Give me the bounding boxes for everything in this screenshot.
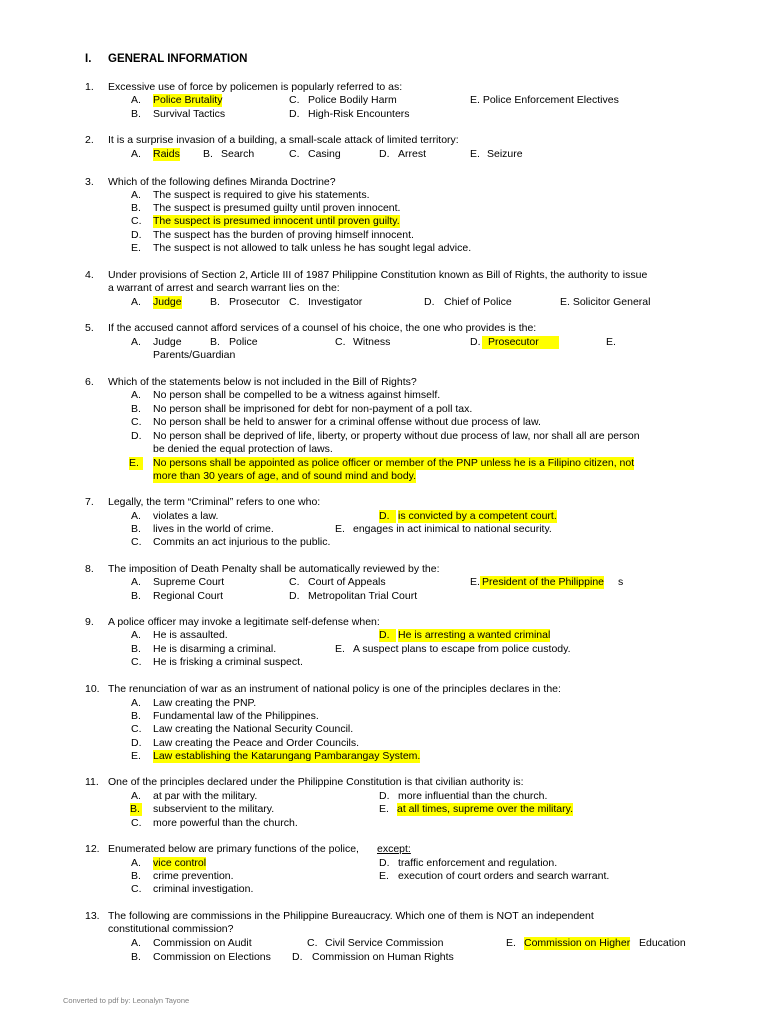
option-letter: C. xyxy=(131,215,142,227)
option-text: The suspect is not allowed to talk unless he has sought legal advice. xyxy=(153,242,472,254)
question-number: 12. xyxy=(85,843,100,855)
option-text: Survival Tactics xyxy=(153,108,226,120)
question-text: One of the principles declared under the Philippine Constitution is that civilian authority is: xyxy=(108,776,524,788)
option-text: E. Police Enforcement Electives xyxy=(470,94,619,106)
emphasis-except: except: xyxy=(377,843,411,855)
answer-highlight: at all times, supreme over the military. xyxy=(397,803,574,815)
answer-highlight: Prosecutor xyxy=(482,336,559,349)
option-letter: D. xyxy=(379,790,390,802)
option-letter: D. xyxy=(424,296,435,308)
option-letter: A. xyxy=(131,189,141,201)
option-text: Supreme Court xyxy=(153,576,225,588)
option-letter: C. xyxy=(131,883,142,895)
option-letter: C. xyxy=(131,656,142,668)
question-text: constitutional commission? xyxy=(108,923,234,935)
option-letter: E. xyxy=(379,803,389,815)
option-letter: D. xyxy=(131,229,142,241)
option-text: Witness xyxy=(353,336,391,348)
option-letter: A. xyxy=(131,94,141,106)
option-text: criminal investigation. xyxy=(153,883,254,895)
option-letter: C. xyxy=(289,94,300,106)
option-text: Judge xyxy=(153,336,182,348)
option-text: Commission on Human Rights xyxy=(312,951,454,963)
option-text: The suspect has the burden of proving himself innocent. xyxy=(153,229,414,241)
option-text: No person shall be compelled to be a witness against himself. xyxy=(153,389,441,401)
option-text: A suspect plans to escape from police custody. xyxy=(353,643,571,655)
option-text: violates a law. xyxy=(153,510,219,522)
option-text: be denied the equal protection of laws. xyxy=(153,443,333,455)
question-number: 11. xyxy=(85,776,99,788)
option-text: execution of court orders and search warrant. xyxy=(398,870,610,882)
option-letter: D. xyxy=(470,336,481,348)
option-text: Law creating the National Security Council. xyxy=(153,723,354,735)
option-letter: B. xyxy=(131,870,141,882)
answer-highlight: D. xyxy=(379,629,396,642)
answer-highlight: Commission on Higher xyxy=(524,937,631,949)
option-text: subservient to the military. xyxy=(153,803,275,815)
option-text: No person shall be imprisoned for debt for non-payment of a poll tax. xyxy=(153,403,473,415)
answer-highlight: Law establishing the Katarungang Pambarangay System. xyxy=(153,750,421,762)
option-letter: B. xyxy=(131,403,141,415)
option-text: Commits an act injurious to the public. xyxy=(153,536,331,548)
option-letter: D. xyxy=(289,590,300,602)
option-letter: A. xyxy=(131,629,141,641)
question-text: The renunciation of war as an instrument of national policy is one of the principles declares in the: xyxy=(108,683,561,695)
option-text: Parents/Guardian xyxy=(153,349,236,361)
option-letter: A. xyxy=(131,857,141,869)
option-letter: B. xyxy=(131,523,141,535)
question-number: 9. xyxy=(85,616,94,628)
option-text: He is assaulted. xyxy=(153,629,228,641)
option-letter: B. xyxy=(210,296,220,308)
option-letter: B. xyxy=(131,643,141,655)
option-text: Court of Appeals xyxy=(308,576,386,588)
option-letter: E. xyxy=(470,576,480,588)
option-letter: D. xyxy=(131,430,142,442)
option-text: s xyxy=(618,576,624,588)
question-number: 5. xyxy=(85,322,94,334)
option-letter: B. xyxy=(131,590,141,602)
question-text: Under provisions of Section 2, Article III of 1987 Philippine Constitution known as Bill of Rights, the authority to issue xyxy=(108,269,648,281)
section-title: GENERAL INFORMATION xyxy=(108,53,248,65)
option-text: Prosecutor xyxy=(229,296,280,308)
option-text: Commission on Audit xyxy=(153,937,252,949)
question-text: The imposition of Death Penalty shall be automatically reviewed by the: xyxy=(108,563,440,575)
option-letter: E. xyxy=(506,937,516,949)
option-text: E. Solicitor General xyxy=(560,296,651,308)
option-letter: C. xyxy=(131,723,142,735)
answer-highlight: Police Brutality xyxy=(153,94,223,106)
footer-credit: Converted to pdf by: Leonalyn Tayone xyxy=(63,996,190,1005)
option-text: lives in the world of crime. xyxy=(153,523,274,535)
option-letter: C. xyxy=(335,336,346,348)
option-text: Education xyxy=(639,937,686,949)
answer-highlight: No persons shall be appointed as police officer or member of the PNP unless he is a Filipino citizen, not xyxy=(153,457,635,469)
option-letter: C. xyxy=(131,817,142,829)
question-number: 8. xyxy=(85,563,94,575)
option-letter: B. xyxy=(131,710,141,722)
question-number: 3. xyxy=(85,176,94,188)
option-text: more powerful than the church. xyxy=(153,817,298,829)
option-letter: E. xyxy=(131,242,141,254)
option-text: Civil Service Commission xyxy=(325,937,444,949)
option-text: Chief of Police xyxy=(444,296,512,308)
question-number: 2. xyxy=(85,134,94,146)
option-text: He is disarming a criminal. xyxy=(153,643,277,655)
question-text: Legally, the term “Criminal” refers to one who: xyxy=(108,496,321,508)
option-letter: B. xyxy=(203,148,213,160)
option-letter: E. xyxy=(606,336,616,348)
option-letter: A. xyxy=(131,148,141,160)
option-letter: B. xyxy=(210,336,220,348)
option-text: Law creating the Peace and Order Councils. xyxy=(153,737,360,749)
option-letter: A. xyxy=(131,697,141,709)
question-number: 10. xyxy=(85,683,100,695)
question-number: 4. xyxy=(85,269,94,281)
option-letter: C. xyxy=(289,576,300,588)
option-text: The suspect is presumed guilty until proven innocent. xyxy=(153,202,401,214)
option-text: No person shall be deprived of life, liberty, or property without due process of law, nor shall all are person xyxy=(153,430,640,442)
option-letter: C. xyxy=(307,937,318,949)
option-text: The suspect is required to give his statements. xyxy=(153,189,370,201)
option-letter: B. xyxy=(131,202,141,214)
section-number: I. xyxy=(85,53,92,65)
option-letter: A. xyxy=(131,389,141,401)
question-text: a warrant of arrest and search warrant lies on the: xyxy=(108,282,340,294)
answer-highlight: B. xyxy=(130,803,140,815)
answer-highlight: Judge xyxy=(153,296,182,308)
option-letter: A. xyxy=(131,510,141,522)
question-text: The following are commissions in the Philippine Bureaucracy. Which one of them is NOT an independent xyxy=(108,910,594,922)
option-text: No person shall be held to answer for a criminal offense without due process of law. xyxy=(153,416,541,428)
option-letter: C. xyxy=(289,148,300,160)
option-text: Regional Court xyxy=(153,590,224,602)
option-letter: A. xyxy=(131,336,141,348)
option-text: Police xyxy=(229,336,258,348)
option-letter: C. xyxy=(131,536,142,548)
option-letter: B. xyxy=(131,108,141,120)
answer-highlight: is convicted by a competent court. xyxy=(398,510,557,522)
option-text: Law creating the PNP. xyxy=(153,697,257,709)
answer-highlight: Raids xyxy=(153,148,180,160)
option-text: traffic enforcement and regulation. xyxy=(398,857,558,869)
answer-highlight: E. xyxy=(129,457,143,470)
question-text: A police officer may invoke a legitimate self-defense when: xyxy=(108,616,380,628)
option-text: Casing xyxy=(308,148,341,160)
question-text: It is a surprise invasion of a building, a small-scale attack of limited territory: xyxy=(108,134,459,146)
answer-highlight: He is arresting a wanted criminal xyxy=(398,629,551,641)
question-number: 7. xyxy=(85,496,94,508)
option-letter: B. xyxy=(131,951,141,963)
option-text: Metropolitan Trial Court xyxy=(308,590,418,602)
option-text: Commission on Elections xyxy=(153,951,271,963)
option-text: Seizure xyxy=(487,148,523,160)
option-letter: C. xyxy=(131,416,142,428)
question-text: Which of the statements below is not included in the Bill of Rights? xyxy=(108,376,417,388)
option-letter: A. xyxy=(131,576,141,588)
option-letter: E. xyxy=(470,148,480,160)
question-text: If the accused cannot afford services of a counsel of his choice, the one who provides is the: xyxy=(108,322,537,334)
option-letter: D. xyxy=(131,737,142,749)
option-text: at par with the military. xyxy=(153,790,258,802)
answer-highlight: President of the Philippine xyxy=(482,576,604,588)
option-text: more influential than the church. xyxy=(398,790,548,802)
option-text: High-Risk Encounters xyxy=(308,108,410,120)
question-text: Excessive use of force by policemen is popularly referred to as: xyxy=(108,81,403,93)
option-text: Investigator xyxy=(308,296,363,308)
question-number: 13. xyxy=(85,910,100,922)
option-text: Arrest xyxy=(398,148,427,160)
option-text: crime prevention. xyxy=(153,870,234,882)
option-letter: E. xyxy=(379,870,389,882)
option-letter: A. xyxy=(131,937,141,949)
option-letter: D. xyxy=(379,857,390,869)
option-text: Police Bodily Harm xyxy=(308,94,397,106)
option-letter: C. xyxy=(289,296,300,308)
option-text: Fundamental law of the Philippines. xyxy=(153,710,319,722)
question-text: Enumerated below are primary functions of the police, xyxy=(108,843,359,855)
option-text: He is frisking a criminal suspect. xyxy=(153,656,303,668)
option-letter: E. xyxy=(335,523,345,535)
answer-highlight: vice control xyxy=(153,857,207,869)
question-text: Which of the following defines Miranda Doctrine? xyxy=(108,176,336,188)
answer-highlight: D. xyxy=(379,510,396,523)
option-letter: D. xyxy=(379,148,390,160)
option-letter: A. xyxy=(131,790,141,802)
option-letter: D. xyxy=(289,108,300,120)
answer-highlight: more than 30 years of age, and of sound mind and body. xyxy=(153,470,417,482)
option-letter: D. xyxy=(292,951,303,963)
question-number: 1. xyxy=(85,81,94,93)
question-number: 6. xyxy=(85,376,94,388)
option-text: Search xyxy=(221,148,255,160)
option-letter: E. xyxy=(131,750,141,762)
option-text: engages in act inimical to national security. xyxy=(353,523,552,535)
option-letter: E. xyxy=(335,643,345,655)
option-letter: A. xyxy=(131,296,141,308)
answer-highlight: The suspect is presumed innocent until proven guilty. xyxy=(153,215,400,227)
